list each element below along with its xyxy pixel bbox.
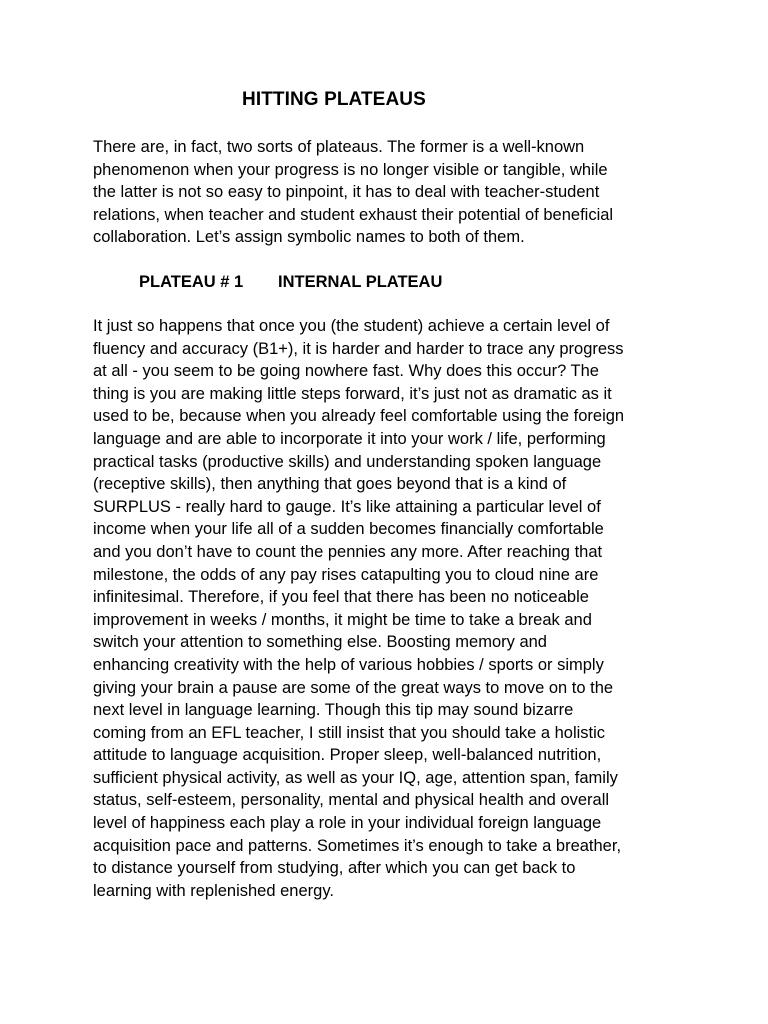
body-line: thing is you are making little steps forward, it’s just not as dramatic as it: [93, 384, 612, 403]
body-line: It just so happens that once you (the student) achieve a certain level of: [93, 317, 610, 335]
body-line: improvement in weeks / months, it might be time to take a break and: [93, 610, 592, 629]
body-line: and you don’t have to count the pennies any more. After reaching that: [93, 542, 603, 561]
body-line: switch your attention to something else. Boosting memory and: [93, 633, 547, 652]
intro-line: There are, in fact, two sorts of plateaus. The former is a well-known: [93, 138, 585, 156]
document-title: HITTING PLATEAUS: [242, 89, 426, 110]
intro-line: relations, when teacher and student exhaust their potential of beneficial: [93, 205, 614, 224]
body-line: level of happiness each play a role in your individual foreign language: [93, 814, 602, 833]
body-line: infinitesimal. Therefore, if you feel that there has been no noticeable: [93, 588, 589, 607]
body-line: milestone, the odds of any pay rises catapulting you to cloud nine are: [93, 565, 599, 584]
body-line: enhancing creativity with the help of various hobbies / sports or simply: [93, 655, 604, 674]
body-line: attitude to language acquisition. Proper sleep, well-balanced nutrition,: [93, 746, 602, 765]
intro-line: the latter is not so easy to pinpoint, it has to deal with teacher-student: [93, 183, 600, 202]
body-line: used to be, because when you already feel comfortable using the foreign: [93, 407, 625, 426]
body-line: (receptive skills), then anything that goes beyond that is a kind of: [93, 475, 567, 494]
body-line: sufficient physical activity, as well as your IQ, age, attention span, family: [93, 768, 618, 787]
intro-line: phenomenon when your progress is no longer visible or tangible, while: [93, 160, 608, 179]
section-heading: [139, 271, 442, 293]
intro-line: collaboration. Let’s assign symbolic names to both of them.: [93, 228, 525, 247]
body-line: income when your life all of a sudden becomes financially comfortable: [93, 520, 604, 539]
body-line: to distance yourself from studying, after which you can get back to: [93, 859, 576, 878]
body-line: learning with replenished energy.: [93, 881, 334, 900]
body-line: giving your brain a pause are some of the great ways to move on to the: [93, 678, 614, 697]
intro-paragraph: [93, 136, 685, 249]
section-number: PLATEAU # 1: [139, 273, 244, 291]
body-line: next level in language learning. Though this tip may sound bizarre: [93, 701, 574, 720]
body-line: practical tasks (productive skills) and understanding spoken language: [93, 452, 602, 471]
body-line: SURPLUS - really hard to gauge. It’s like attaining a particular level of: [93, 497, 601, 516]
body-line: fluency and accuracy (B1+), it is harder and harder to trace any progress: [93, 339, 624, 358]
body-line: status, self-esteem, personality, mental and physical health and overall: [93, 791, 610, 810]
body-line: acquisition pace and patterns. Sometimes it’s enough to take a breather,: [93, 836, 622, 855]
body-line: coming from an EFL teacher, I still insist that you should take a holistic: [93, 723, 606, 742]
section-name: INTERNAL PLATEAU: [278, 273, 443, 291]
body-line: at all - you seem to be going nowhere fast. Why does this occur? The: [93, 362, 599, 381]
body-paragraph: [93, 315, 685, 902]
body-line: language and are able to incorporate it into your work / life, performing: [93, 429, 606, 448]
